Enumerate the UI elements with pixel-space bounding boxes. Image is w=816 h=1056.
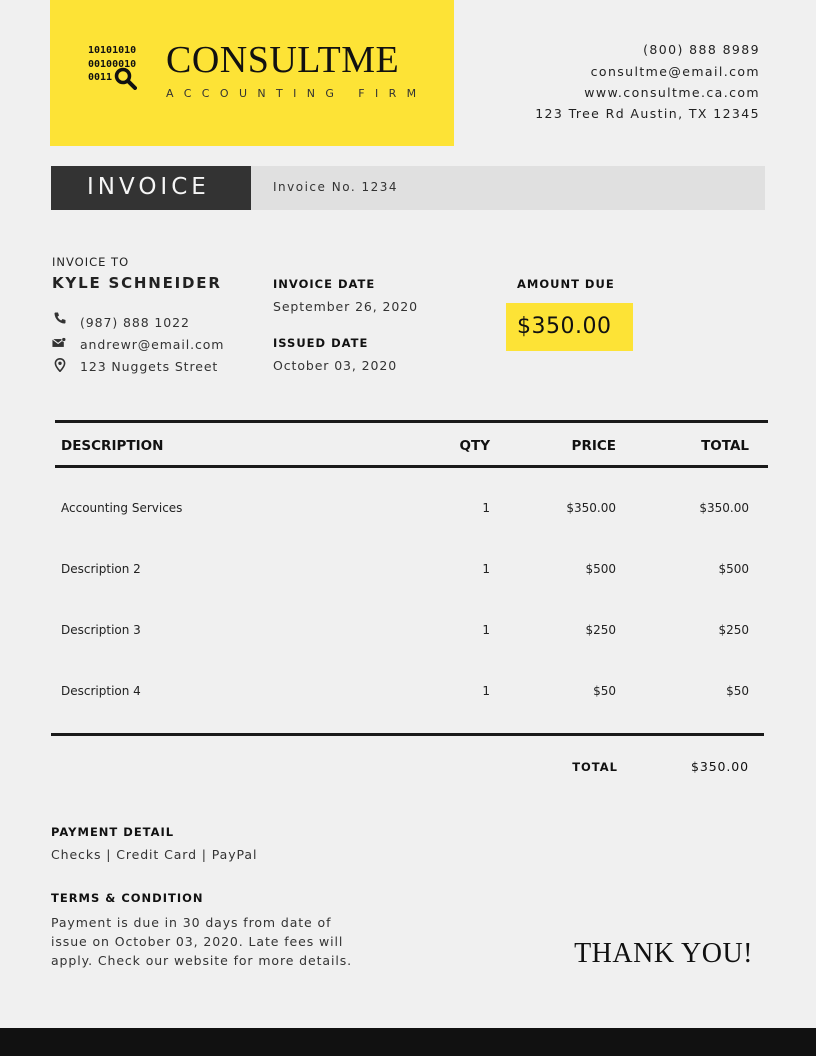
row-total: $250 <box>718 623 749 637</box>
terms-line: apply. Check our website for more details. <box>51 953 353 968</box>
table-top-rule <box>55 420 768 423</box>
issued-date: October 03, 2020 <box>273 358 398 373</box>
terms-line: Payment is due in 30 days from date of <box>51 915 332 930</box>
table-row <box>0 501 816 517</box>
row-price: $50 <box>593 684 616 698</box>
table-bottom-rule <box>51 733 764 736</box>
row-total: $50 <box>726 684 749 698</box>
col-header-description: DESCRIPTION <box>61 438 164 454</box>
location-pin-icon <box>53 358 67 372</box>
table-row <box>0 562 816 578</box>
row-description: Description 2 <box>61 562 141 576</box>
row-total: $500 <box>718 562 749 576</box>
company-email[interactable]: consultme@email.com <box>590 64 760 79</box>
table-row <box>0 623 816 639</box>
payment-detail-title: PAYMENT DETAIL <box>51 825 175 839</box>
row-qty: 1 <box>482 684 490 698</box>
total-value: $350.00 <box>691 759 749 774</box>
row-qty: 1 <box>482 562 490 576</box>
invoice-date: September 26, 2020 <box>273 299 418 314</box>
row-description: Accounting Services <box>61 501 183 515</box>
row-price: $250 <box>585 623 616 637</box>
table-row <box>0 684 816 700</box>
magnifier-icon <box>113 66 137 90</box>
mail-icon <box>52 336 66 350</box>
row-total: $350.00 <box>699 501 749 515</box>
binary-line: 0011 <box>88 72 113 83</box>
issued-date-label: ISSUED DATE <box>273 336 369 350</box>
terms-title: TERMS & CONDITION <box>51 891 204 905</box>
company-website[interactable]: www.consultme.ca.com <box>584 85 760 100</box>
amount-due-label: AMOUNT DUE <box>517 277 615 291</box>
thank-you-text: THANK YOU! <box>574 938 753 969</box>
brand-tagline: ACCOUNTING FIRM <box>166 87 427 100</box>
col-header-total: TOTAL <box>701 438 749 454</box>
terms-text <box>51 913 352 970</box>
invoice-to-label: INVOICE TO <box>52 255 130 269</box>
client-phone: (987) 888 1022 <box>80 315 190 330</box>
row-qty: 1 <box>482 501 490 515</box>
invoice-date-label: INVOICE DATE <box>273 277 376 291</box>
binary-line: 00100010 <box>88 58 137 70</box>
row-price: $500 <box>585 562 616 576</box>
invoice-number-bar <box>251 166 765 210</box>
phone-icon <box>53 311 67 325</box>
table-header-rule <box>55 465 768 468</box>
company-address: 123 Tree Rd Austin, TX 12345 <box>535 106 760 121</box>
row-price: $350.00 <box>566 501 616 515</box>
row-description: Description 4 <box>61 684 141 698</box>
client-name: KYLE SCHNEIDER <box>52 274 222 292</box>
invoice-title: INVOICE <box>87 174 210 200</box>
amount-due-value: $350.00 <box>517 314 612 339</box>
total-label: TOTAL <box>572 760 618 774</box>
client-address: 123 Nuggets Street <box>80 359 219 374</box>
client-email[interactable]: andrewr@email.com <box>80 337 225 352</box>
invoice-number: Invoice No. 1234 <box>273 180 398 194</box>
col-header-price: PRICE <box>571 438 616 454</box>
payment-detail-text: Checks | Credit Card | PayPal <box>51 847 258 862</box>
terms-line: issue on October 03, 2020. Late fees will <box>51 934 344 949</box>
col-header-qty: QTY <box>459 438 490 454</box>
amount-due-box <box>506 303 633 351</box>
row-description: Description 3 <box>61 623 141 637</box>
invoice-title-bar <box>51 166 251 210</box>
footer-bar <box>0 1028 816 1056</box>
company-phone: (800) 888 8989 <box>643 42 760 57</box>
brand-name: CONSULTME <box>166 39 400 81</box>
binary-line: 10101010 <box>88 45 137 56</box>
row-qty: 1 <box>482 623 490 637</box>
